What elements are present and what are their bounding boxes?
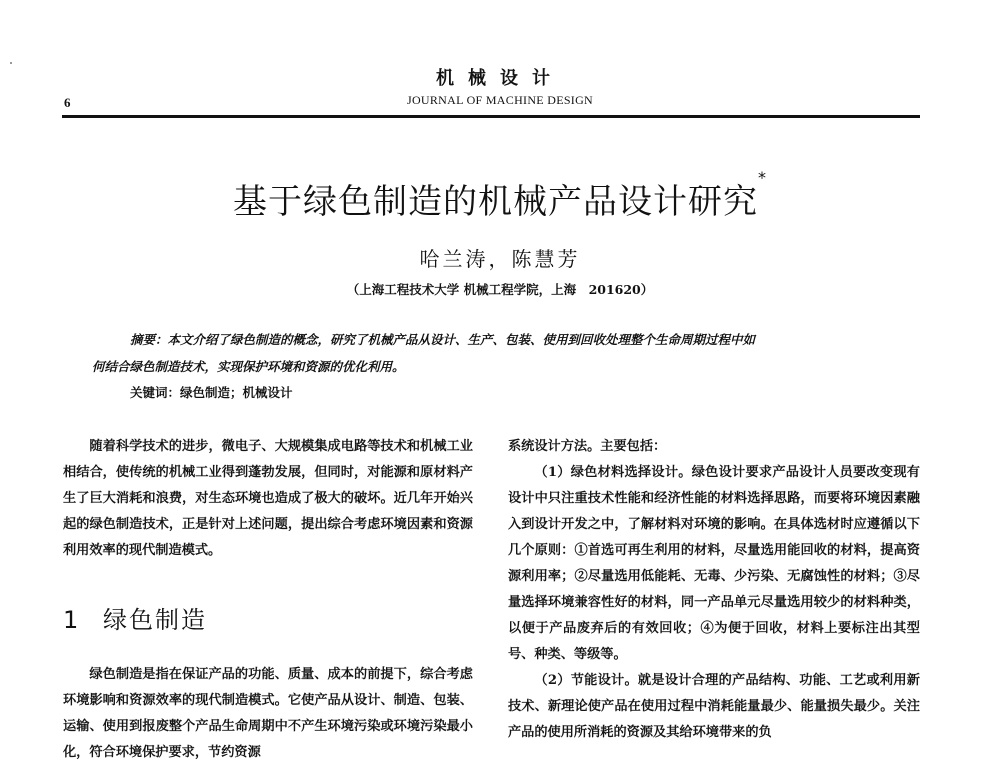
section-heading-1 xyxy=(63,600,207,635)
section-1-body xyxy=(63,662,473,766)
right-column xyxy=(508,434,920,746)
header-rule xyxy=(62,115,920,118)
list-item-1: （1）绿色材料选择设计。绿色设计要求产品设计人员要改变现有设计中只注重技术性能和经济性能的材料选择思路，而要将环境因素融入到设计开发之中，了解材料对环境的影响。在具体选材时应遵循以下几个原则：①首选可再生利用的材料，尽量选用能回收的材料，提高资源利用率；②尽量选用低能耗、无毒、少污染、无腐蚀性的材料；③尽量选择环境兼容性好的材料，同一产品单元尽量选用较少的材料种类，以便于产品废弃后的有效回收；④为便于回收，材料上要标注出其型号、种类、等级等。 xyxy=(508,465,920,662)
journal-title-cn: 机械设计 xyxy=(436,68,564,89)
affiliation: （上海工程技术大学 机械工程学院，上海 201620） xyxy=(346,282,654,297)
intro-paragraph: 随着科学技术的进步，微电子、大规模集成电路等技术和机械工业相结合，使传统的机械工业得到蓬勃发展，但同时，对能源和原材料产生了巨大消耗和浪费，对生态环境也造成了极大的破坏。近几年开始兴起的绿色制造技术，正是针对上述问题，提出综合考虑环境因素和资源利用效率的现代制造模式。 xyxy=(63,439,473,558)
authors: 哈兰涛，陈慧芳 xyxy=(419,247,581,271)
article-title-text: 基于绿色制造的机械产品设计研究 xyxy=(233,182,758,222)
page-number: 6 xyxy=(64,95,71,110)
journal-title-en: JOURNAL OF MACHINE DESIGN xyxy=(406,93,594,107)
keywords: 关键词：绿色制造；机械设计 xyxy=(130,385,293,400)
right-intro-line: 系统设计方法。主要包括： xyxy=(508,439,667,454)
title-footnote-mark: * xyxy=(758,168,767,187)
abstract-line-1: 摘要：本文介绍了绿色制造的概念，研究了机械产品从设计、生产、包装、使用到回收处理整个生命周期过程中如 xyxy=(130,332,756,347)
section-number: 1 xyxy=(63,606,81,634)
left-column xyxy=(63,434,473,564)
list-item-2: （2）节能设计。就是设计合理的产品结构、功能、工艺或利用新技术、新理论使产品在使用过程中消耗能量最少、能量损失最少。关注产品的使用所消耗的资源及其给环境带来的负 xyxy=(508,673,920,740)
article-title xyxy=(0,168,1000,223)
section-1-paragraph: 绿色制造是指在保证产品的功能、质量、成本的前提下，综合考虑环境影响和资源效率的现代制造模式。它使产品从设计、制造、包装、运输、使用到报废整个产品生命周期中不产生环境污染或环境污染最小化，符合环境保护要求，节约资源 xyxy=(63,667,473,760)
section-title: 绿色制造 xyxy=(103,606,207,634)
abstract-line-2: 何结合绿色制造技术，实现保护环境和资源的优化利用。 xyxy=(92,359,405,374)
